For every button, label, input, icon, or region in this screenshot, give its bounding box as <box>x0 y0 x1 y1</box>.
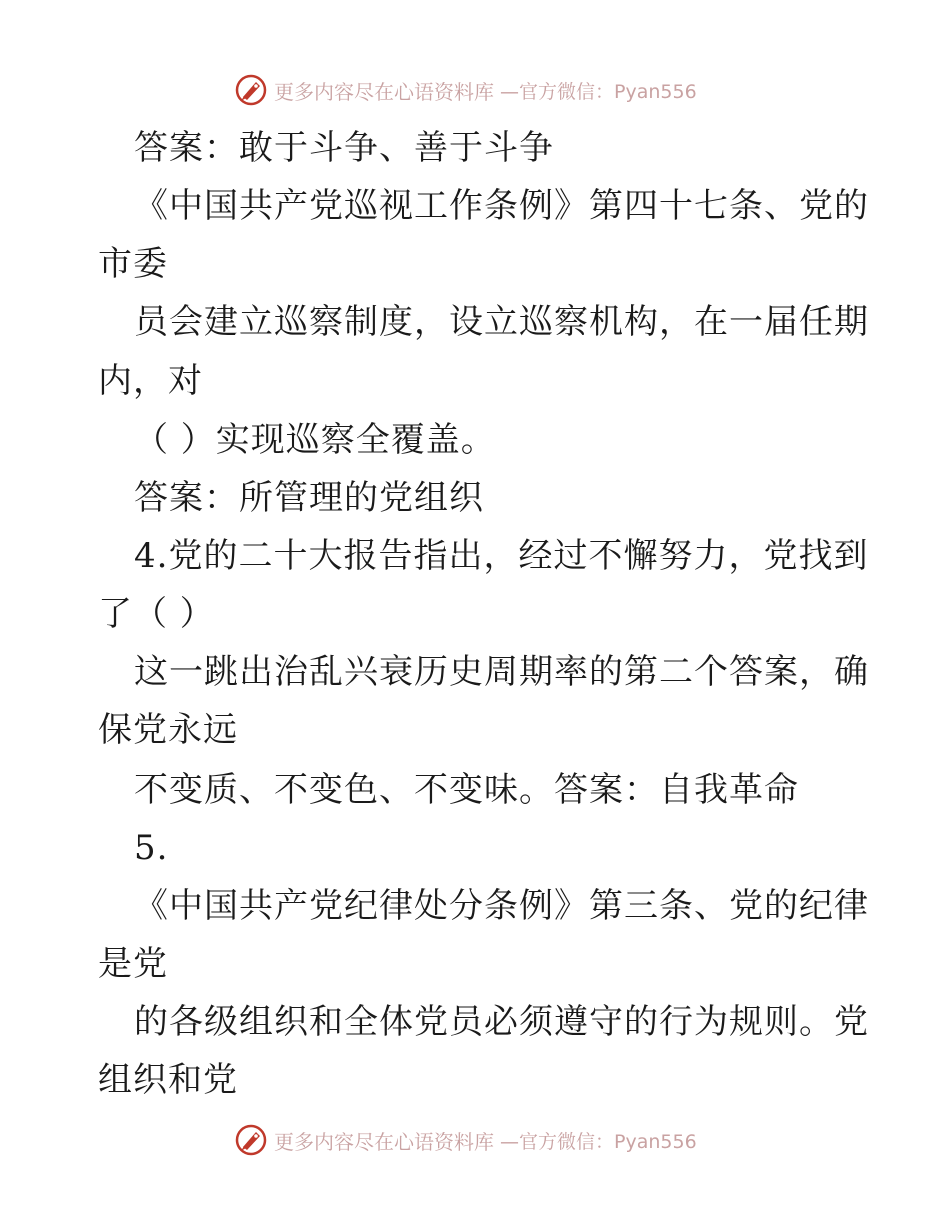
pen-nib-circle-icon <box>234 1123 268 1157</box>
body-line: 不变质、不变色、不变味。答案：自我革命 <box>134 770 799 810</box>
banner-brand-text: 更多内容尽在心语资料库 <box>274 79 494 104</box>
body-line: 5. <box>134 828 169 868</box>
footer-banner <box>234 1122 697 1158</box>
body-line: 答案：敢于斗争、善于斗争 <box>134 128 554 168</box>
body-line: 4.党的二十大报告指出，经过不懈努力，党找到 <box>134 536 869 576</box>
body-line: 这一跳出治乱兴衰历史周期率的第二个答案，确 <box>134 652 869 692</box>
header-banner <box>234 72 697 108</box>
body-line: 的各级组织和全体党员必须遵守的行为规则。党 <box>134 1002 869 1042</box>
body-line: 员会建立巡察制度，设立巡察机构，在一届任期 <box>134 302 869 342</box>
body-line: 内，对 <box>98 361 203 401</box>
body-line: 市委 <box>98 244 168 284</box>
body-line: 答案：所管理的党组织 <box>134 478 484 518</box>
banner-brand-text: 更多内容尽在心语资料库 <box>274 1129 494 1154</box>
pen-nib-circle-icon <box>234 73 268 107</box>
body-line: 组织和党 <box>98 1060 238 1100</box>
banner-wechat-text: —官方微信：Pyan556 <box>500 80 697 103</box>
body-line: 《中国共产党纪律处分条例》第三条、党的纪律 <box>134 886 869 926</box>
body-line: 了（ ） <box>98 594 215 634</box>
body-line: （ ）实现巡察全覆盖。 <box>134 420 496 460</box>
body-line: 是党 <box>98 944 168 984</box>
body-line: 保党永远 <box>98 710 238 750</box>
banner-wechat-text: —官方微信：Pyan556 <box>500 1130 697 1153</box>
body-line: 《中国共产党巡视工作条例》第四十七条、党的 <box>134 186 869 226</box>
